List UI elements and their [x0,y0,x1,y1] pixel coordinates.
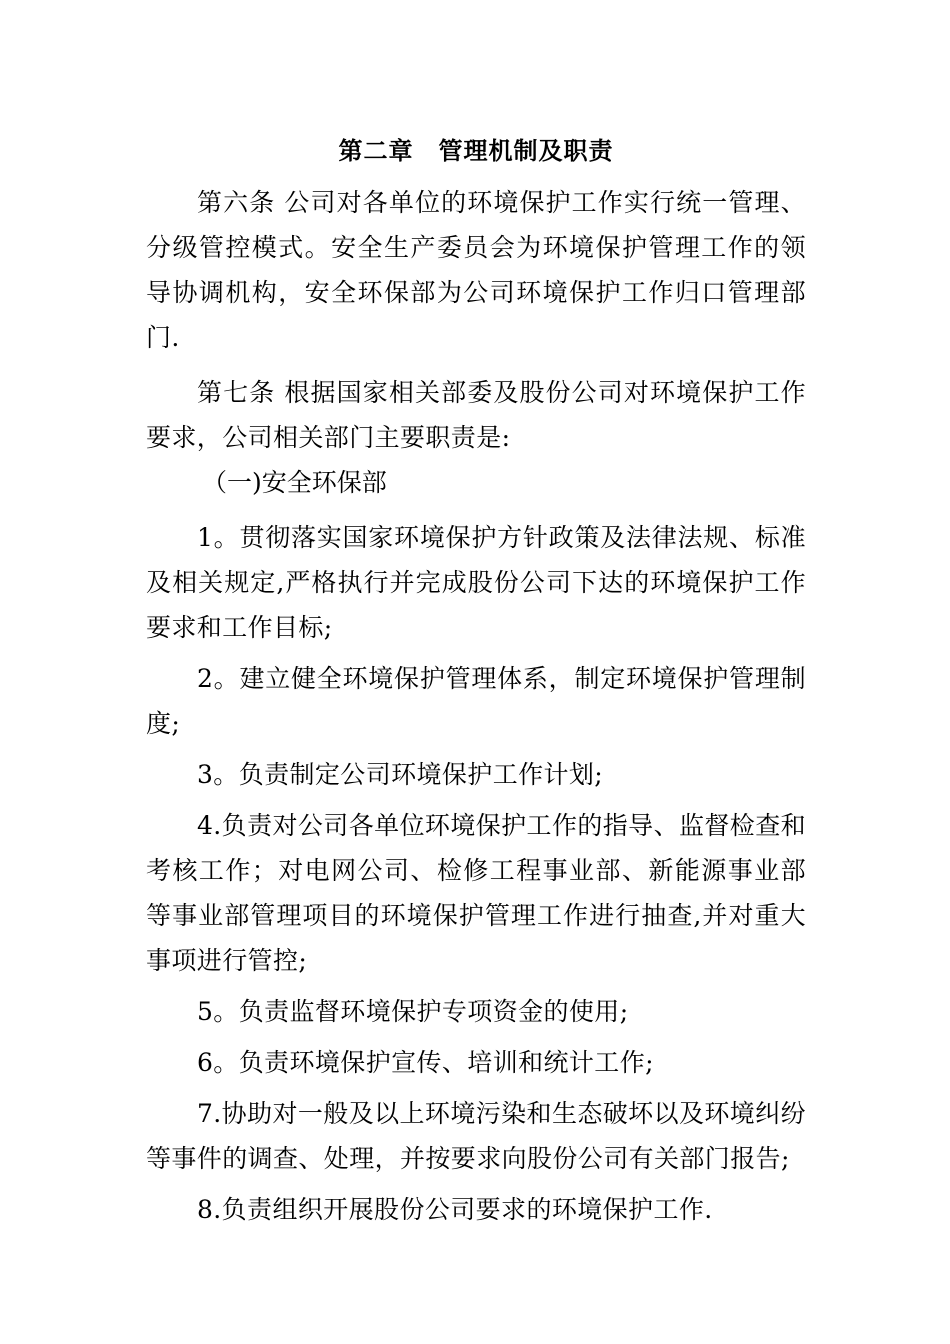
duty-item-3: 3。负责制定公司环境保护工作计划; [197,760,604,789]
chapter-title: 第二章 管理机制及职责 [338,137,614,165]
document-body [146,128,806,1232]
duty-item-6: 6。负责环境保护宣传、培训和统计工作; [197,1048,654,1077]
duty-item-1: 1。贯彻落实国家环境保护方针政策及法律法规、标准及相关规定,严格执行并完成股份公司下达的环境保护工作要求和工作目标; [146,523,806,642]
section-heading-safety-env-dept: （一)安全环保部 [202,468,387,497]
article-7-paragraph: 第七条 根据国家相关部委及股份公司对环境保护工作要求，公司相关部门主要职责是: [146,378,806,452]
article-6-paragraph: 第六条 公司对各单位的环境保护工作实行统一管理、分级管控模式。安全生产委员会为环境保护管理工作的领导协调机构，安全环保部为公司环境保护工作归口管理部门. [146,188,806,352]
duty-item-7: 7.协助对一般及以上环境污染和生态破坏以及环境纠纷等事件的调查、处理，并按要求向股份公司有关部门报告; [146,1099,806,1173]
duty-item-4: 4.负责对公司各单位环境保护工作的指导、监督检查和考核工作；对电网公司、检修工程事业部、新能源事业部等事业部管理项目的环境保护管理工作进行抽查,并对重大事项进行管控; [146,811,806,975]
duty-item-5: 5。负责监督环境保护专项资金的使用; [197,997,629,1026]
duty-item-2: 2。建立健全环境保护管理体系，制定环境保护管理制度; [146,664,806,738]
duty-item-8: 8.负责组织开展股份公司要求的环境保护工作. [197,1195,713,1224]
